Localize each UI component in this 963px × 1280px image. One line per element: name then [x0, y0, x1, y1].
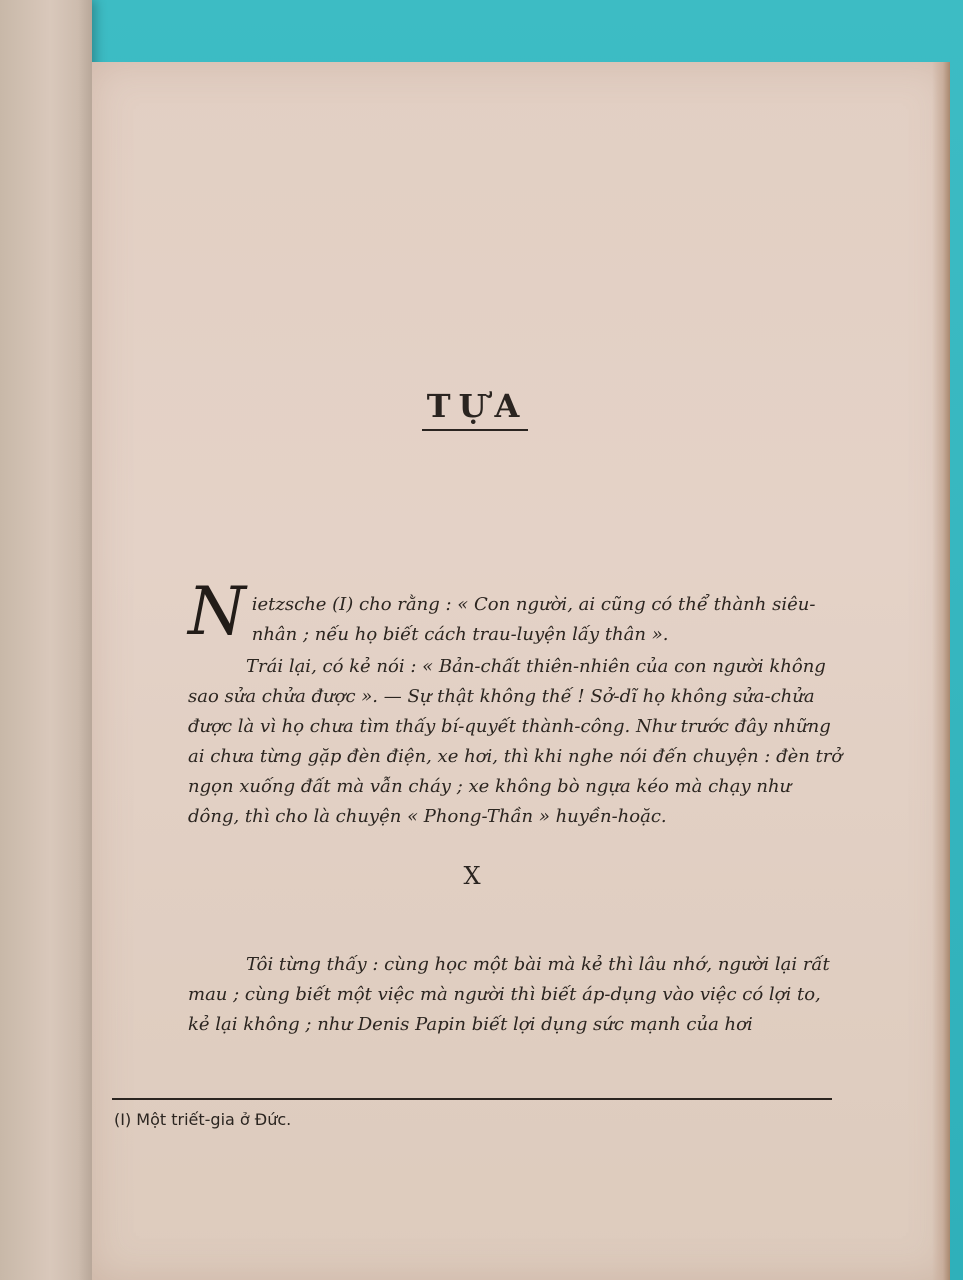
paragraph-3-text: Tôi từng thấy : cùng học một bài mà kẻ thì lâu nhớ, người lại rất mau ; cùng biết một việc mà người thì biết áp-dụng vào việc có lợi to, kẻ lại không ; như Denis Papin biết lợi dụng sức mạnh của hơi — [188, 954, 830, 1035]
footnote: (I) Một triết-gia ở Đức. — [114, 1110, 292, 1129]
drop-cap: N — [188, 573, 246, 650]
page-spine-edge — [932, 62, 950, 1280]
paragraph-1 — [188, 573, 848, 650]
footnote-rule — [112, 1098, 832, 1100]
book-page — [92, 62, 950, 1280]
section-separator: X — [463, 862, 481, 890]
paragraph-2 — [188, 652, 848, 832]
page-title: TỰA — [426, 387, 528, 425]
facing-page-edge — [0, 0, 92, 1280]
paragraph-3 — [188, 950, 848, 1040]
paragraph-1-text: ietzsche (I) cho rằng : « Con người, ai cũng có thể thành siêu-nhân ; nếu họ biết cách trau-luyện lấy thân ». — [251, 594, 816, 645]
title-underline — [422, 429, 528, 431]
paragraph-2-text: Trái lại, có kẻ nói : « Bản-chất thiên-nhiên của con người không sao sửa chửa được ». — Sự thật không thế ! Sở-dĩ họ không sửa-chửa được là vì họ chưa tìm thấy bí-quyết thành-công. Như trước đây những ai chưa từng gặp đèn điện, xe hơi, thì khi nghe nói đến chuyện : đèn trở ngọn xuống đất mà vẫn cháy ; xe không bò ngựa kéo mà chạy như dông, thì cho là chuyện « Phong-Thần » huyền-hoặc. — [188, 656, 843, 827]
